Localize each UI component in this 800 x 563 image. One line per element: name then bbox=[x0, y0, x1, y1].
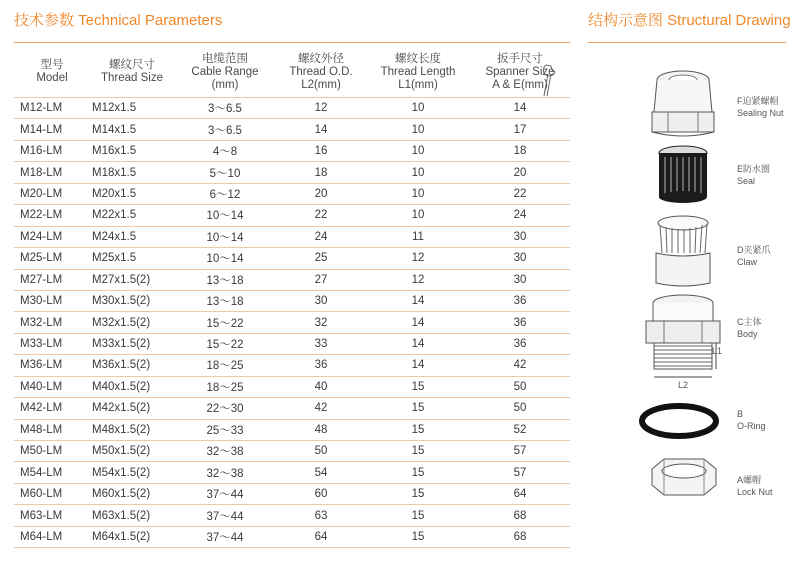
wrench-icon bbox=[540, 64, 560, 98]
table-cell: 25～33 bbox=[174, 419, 276, 440]
table-cell: 10 bbox=[366, 205, 470, 226]
table-cell: M36x1.5(2) bbox=[90, 355, 174, 376]
table-body bbox=[14, 98, 570, 548]
table-cell: 36 bbox=[470, 290, 570, 311]
table-cell: M20-LM bbox=[14, 183, 90, 204]
table-cell: 15 bbox=[366, 462, 470, 483]
table-row bbox=[14, 290, 570, 311]
table-cell: M22x1.5 bbox=[90, 205, 174, 226]
table-cell: 15 bbox=[366, 419, 470, 440]
table-cell: M25-LM bbox=[14, 248, 90, 269]
table-row bbox=[14, 119, 570, 140]
table-cell: 10～14 bbox=[174, 248, 276, 269]
table-cell: 27 bbox=[276, 269, 366, 290]
table-row bbox=[14, 226, 570, 247]
table-row bbox=[14, 205, 570, 226]
table-cell: 30 bbox=[276, 290, 366, 311]
table-cell: M18x1.5 bbox=[90, 162, 174, 183]
table-cell: 14 bbox=[366, 333, 470, 354]
table-cell: 15～22 bbox=[174, 312, 276, 333]
table-cell: M32-LM bbox=[14, 312, 90, 333]
table-row bbox=[14, 183, 570, 204]
lock-nut-drawing bbox=[646, 455, 722, 501]
table-cell: 37～44 bbox=[174, 483, 276, 504]
table-row bbox=[14, 140, 570, 161]
table-cell: 18 bbox=[276, 162, 366, 183]
table-cell: M50-LM bbox=[14, 441, 90, 462]
table-cell: 3～6.5 bbox=[174, 119, 276, 140]
table-cell: 42 bbox=[276, 398, 366, 419]
table-cell: 18～25 bbox=[174, 355, 276, 376]
part-label-sealing-nut: F迫紧螺帽 Sealing Nut bbox=[737, 96, 784, 118]
table-cell: 16 bbox=[276, 140, 366, 161]
table-cell: M48x1.5(2) bbox=[90, 419, 174, 440]
table-cell: 64 bbox=[470, 483, 570, 504]
table-cell: 14 bbox=[366, 355, 470, 376]
table-cell: M14x1.5 bbox=[90, 119, 174, 140]
table-row bbox=[14, 312, 570, 333]
table-row bbox=[14, 441, 570, 462]
part-label-lock-nut: A螺帽 Lock Nut bbox=[737, 475, 773, 497]
table-cell: 18 bbox=[470, 140, 570, 161]
dimension-l2: L2 bbox=[678, 380, 689, 390]
table-cell: 54 bbox=[276, 462, 366, 483]
table-cell: 50 bbox=[276, 441, 366, 462]
table-cell: M27-LM bbox=[14, 269, 90, 290]
table-cell: M16-LM bbox=[14, 140, 90, 161]
table-cell: M36-LM bbox=[14, 355, 90, 376]
table-cell: 36 bbox=[276, 355, 366, 376]
table-cell: 30 bbox=[470, 226, 570, 247]
table-cell: M33x1.5(2) bbox=[90, 333, 174, 354]
table-cell: M27x1.5(2) bbox=[90, 269, 174, 290]
table-cell: M12x1.5 bbox=[90, 98, 174, 119]
table-cell: 15 bbox=[366, 505, 470, 526]
table-cell: M48-LM bbox=[14, 419, 90, 440]
part-label-claw: D夹紧爪 Claw bbox=[737, 245, 771, 267]
table-cell: M50x1.5(2) bbox=[90, 441, 174, 462]
table-cell: 15 bbox=[366, 398, 470, 419]
body-drawing bbox=[640, 293, 736, 389]
table-cell: M18-LM bbox=[14, 162, 90, 183]
table-row bbox=[14, 526, 570, 547]
table-cell: M25x1.5 bbox=[90, 248, 174, 269]
table-cell: 15 bbox=[366, 376, 470, 397]
table-cell: 22 bbox=[470, 183, 570, 204]
table-cell: 12 bbox=[366, 248, 470, 269]
table-cell: 14 bbox=[470, 98, 570, 119]
table-cell: 10～14 bbox=[174, 205, 276, 226]
part-label-body: C主体 Body bbox=[737, 317, 762, 339]
table-cell: 42 bbox=[470, 355, 570, 376]
table-row bbox=[14, 162, 570, 183]
table-cell: 25 bbox=[276, 248, 366, 269]
table-cell: 52 bbox=[470, 419, 570, 440]
table-cell: 15 bbox=[366, 526, 470, 547]
table-cell: 13～18 bbox=[174, 269, 276, 290]
table-cell: M54x1.5(2) bbox=[90, 462, 174, 483]
table-cell: 37～44 bbox=[174, 505, 276, 526]
table-cell: 10 bbox=[366, 162, 470, 183]
table-cell: 68 bbox=[470, 505, 570, 526]
table-cell: 10 bbox=[366, 119, 470, 140]
table-cell: M24x1.5 bbox=[90, 226, 174, 247]
table-row bbox=[14, 98, 570, 119]
table-cell: 15 bbox=[366, 483, 470, 504]
table-cell: 36 bbox=[470, 333, 570, 354]
table-cell: 30 bbox=[470, 248, 570, 269]
structural-drawing-title: 结构示意图 Structural Drawing bbox=[588, 12, 791, 29]
table-row bbox=[14, 269, 570, 290]
table-cell: M20x1.5 bbox=[90, 183, 174, 204]
title-divider-right bbox=[588, 42, 786, 43]
table-cell: 24 bbox=[276, 226, 366, 247]
table-cell: 32～38 bbox=[174, 441, 276, 462]
table-cell: 11 bbox=[366, 226, 470, 247]
table-cell: M63-LM bbox=[14, 505, 90, 526]
table-cell: 14 bbox=[366, 290, 470, 311]
table-row bbox=[14, 248, 570, 269]
table-row bbox=[14, 419, 570, 440]
table-cell: 10 bbox=[366, 140, 470, 161]
table-cell: 36 bbox=[470, 312, 570, 333]
table-cell: M40-LM bbox=[14, 376, 90, 397]
table-cell: 4～8 bbox=[174, 140, 276, 161]
table-cell: 3～6.5 bbox=[174, 98, 276, 119]
table-cell: M12-LM bbox=[14, 98, 90, 119]
table-cell: 14 bbox=[276, 119, 366, 140]
table-cell: M40x1.5(2) bbox=[90, 376, 174, 397]
table-cell: 33 bbox=[276, 333, 366, 354]
table-cell: 17 bbox=[470, 119, 570, 140]
table-cell: M30-LM bbox=[14, 290, 90, 311]
table-cell: M54-LM bbox=[14, 462, 90, 483]
table-cell: M14-LM bbox=[14, 119, 90, 140]
table-cell: M24-LM bbox=[14, 226, 90, 247]
column-header: 螺纹长度 Thread Length L1(mm) bbox=[380, 52, 456, 91]
table-cell: 5～10 bbox=[174, 162, 276, 183]
table-cell: 40 bbox=[276, 376, 366, 397]
table-cell: 6～12 bbox=[174, 183, 276, 204]
table-cell: 20 bbox=[470, 162, 570, 183]
table-cell: 30 bbox=[470, 269, 570, 290]
table-cell: 48 bbox=[276, 419, 366, 440]
table-cell: 22～30 bbox=[174, 398, 276, 419]
column-header: 扳手尺寸 Spanner Size A & E(mm) bbox=[485, 52, 555, 91]
part-label-seal: E防水圈 Seal bbox=[737, 164, 771, 186]
table-cell: 12 bbox=[366, 269, 470, 290]
table-cell: 14 bbox=[366, 312, 470, 333]
table-row bbox=[14, 376, 570, 397]
table-cell: 24 bbox=[470, 205, 570, 226]
table-row bbox=[14, 483, 570, 504]
table-cell: 68 bbox=[470, 526, 570, 547]
table-row bbox=[14, 333, 570, 354]
sealing-nut-drawing bbox=[646, 68, 720, 138]
column-header: 型号 Model bbox=[36, 59, 68, 84]
table-cell: 12 bbox=[276, 98, 366, 119]
table-row bbox=[14, 505, 570, 526]
table-cell: M60-LM bbox=[14, 483, 90, 504]
table-header-row bbox=[14, 47, 570, 98]
table-cell: M32x1.5(2) bbox=[90, 312, 174, 333]
column-header: 螺纹尺寸 Thread Size bbox=[100, 59, 163, 84]
table-cell: 15 bbox=[366, 441, 470, 462]
parameters-table bbox=[14, 47, 570, 548]
table-cell: 57 bbox=[470, 462, 570, 483]
table-cell: M64-LM bbox=[14, 526, 90, 547]
table-row bbox=[14, 355, 570, 376]
table-row bbox=[14, 462, 570, 483]
table-cell: 50 bbox=[470, 398, 570, 419]
seal-drawing bbox=[655, 145, 711, 205]
table-cell: 50 bbox=[470, 376, 570, 397]
technical-parameters-title: 技术参数 Technical Parameters bbox=[14, 12, 223, 29]
table-cell: M60x1.5(2) bbox=[90, 483, 174, 504]
table-cell: M42x1.5(2) bbox=[90, 398, 174, 419]
table-cell: M33-LM bbox=[14, 333, 90, 354]
table-cell: 60 bbox=[276, 483, 366, 504]
table-cell: 15～22 bbox=[174, 333, 276, 354]
table-cell: 10 bbox=[366, 183, 470, 204]
table-cell: M64x1.5(2) bbox=[90, 526, 174, 547]
table-cell: 10～14 bbox=[174, 226, 276, 247]
table-cell: 57 bbox=[470, 441, 570, 462]
table-cell: M16x1.5 bbox=[90, 140, 174, 161]
o-ring-drawing bbox=[638, 401, 720, 441]
column-header: 电缆范围 Cable Range (mm) bbox=[191, 52, 259, 91]
table-cell: 32 bbox=[276, 312, 366, 333]
table-cell: 22 bbox=[276, 205, 366, 226]
column-header: 螺纹外径 Thread O.D. L2(mm) bbox=[289, 52, 353, 91]
table-cell: M30x1.5(2) bbox=[90, 290, 174, 311]
dimension-l1: L1 bbox=[712, 346, 723, 356]
table-cell: M22-LM bbox=[14, 205, 90, 226]
title-divider-left bbox=[14, 42, 570, 43]
table-cell: 10 bbox=[366, 98, 470, 119]
table-cell: 18～25 bbox=[174, 376, 276, 397]
table-cell: M63x1.5(2) bbox=[90, 505, 174, 526]
table-cell: 13～18 bbox=[174, 290, 276, 311]
table-cell: 64 bbox=[276, 526, 366, 547]
claw-drawing bbox=[650, 213, 716, 287]
table-cell: 32～38 bbox=[174, 462, 276, 483]
table-cell: 63 bbox=[276, 505, 366, 526]
part-label-o-ring: B O-Ring bbox=[737, 409, 766, 431]
table-cell: 20 bbox=[276, 183, 366, 204]
table-cell: M42-LM bbox=[14, 398, 90, 419]
table-row bbox=[14, 398, 570, 419]
table-cell: 37～44 bbox=[174, 526, 276, 547]
